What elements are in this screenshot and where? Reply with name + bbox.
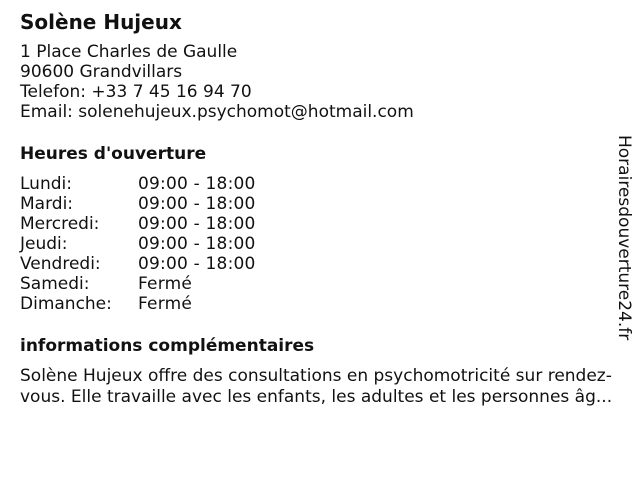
hours-time-value: 09:00 - 18:00 <box>138 234 256 254</box>
hours-time-value: Fermé <box>138 294 193 314</box>
additional-info-line: Solène Hujeux offre des consultations en psychomotricité sur rendez- <box>20 366 612 386</box>
opening-hours-title: Heures d'ouverture <box>20 144 207 164</box>
hours-time-value: 09:00 - 18:00 <box>138 214 256 234</box>
address-city: 90600 Grandvillars <box>20 62 183 82</box>
hours-time-value: 09:00 - 18:00 <box>138 174 256 194</box>
hours-row <box>20 234 256 254</box>
hours-time-value: Fermé <box>138 274 193 294</box>
site-watermark: Horairesdouverture24.fr <box>614 135 634 341</box>
address-street: 1 Place Charles de Gaulle <box>20 42 238 62</box>
hours-day-label: Jeudi: <box>20 234 68 254</box>
hours-day-label: Dimanche: <box>20 294 112 314</box>
additional-info-text <box>20 366 613 408</box>
additional-info-line: vous. Elle travaille avec les enfants, les adultes et les personnes âg... <box>20 387 613 407</box>
hours-time-value: 09:00 - 18:00 <box>138 254 256 274</box>
hours-day-label: Samedi: <box>20 274 90 294</box>
opening-hours-table <box>20 174 256 314</box>
hours-day-label: Mercredi: <box>20 214 100 234</box>
hours-row <box>20 274 256 294</box>
hours-row <box>20 294 256 314</box>
business-card <box>20 10 613 408</box>
additional-info-title: informations complémentaires <box>20 336 315 356</box>
hours-row <box>20 194 256 214</box>
hours-time-value: 09:00 - 18:00 <box>138 194 256 214</box>
hours-day-label: Mardi: <box>20 194 74 214</box>
hours-day-label: Vendredi: <box>20 254 101 274</box>
hours-day-label: Lundi: <box>20 174 72 194</box>
hours-row <box>20 214 256 234</box>
email-line: Email: solenehujeux.psychomot@hotmail.com <box>20 102 414 122</box>
phone-line: Telefon: +33 7 45 16 94 70 <box>20 82 252 102</box>
business-name: Solène Hujeux <box>20 10 182 34</box>
address-block <box>20 42 610 122</box>
hours-row <box>20 254 256 274</box>
hours-row <box>20 174 256 194</box>
